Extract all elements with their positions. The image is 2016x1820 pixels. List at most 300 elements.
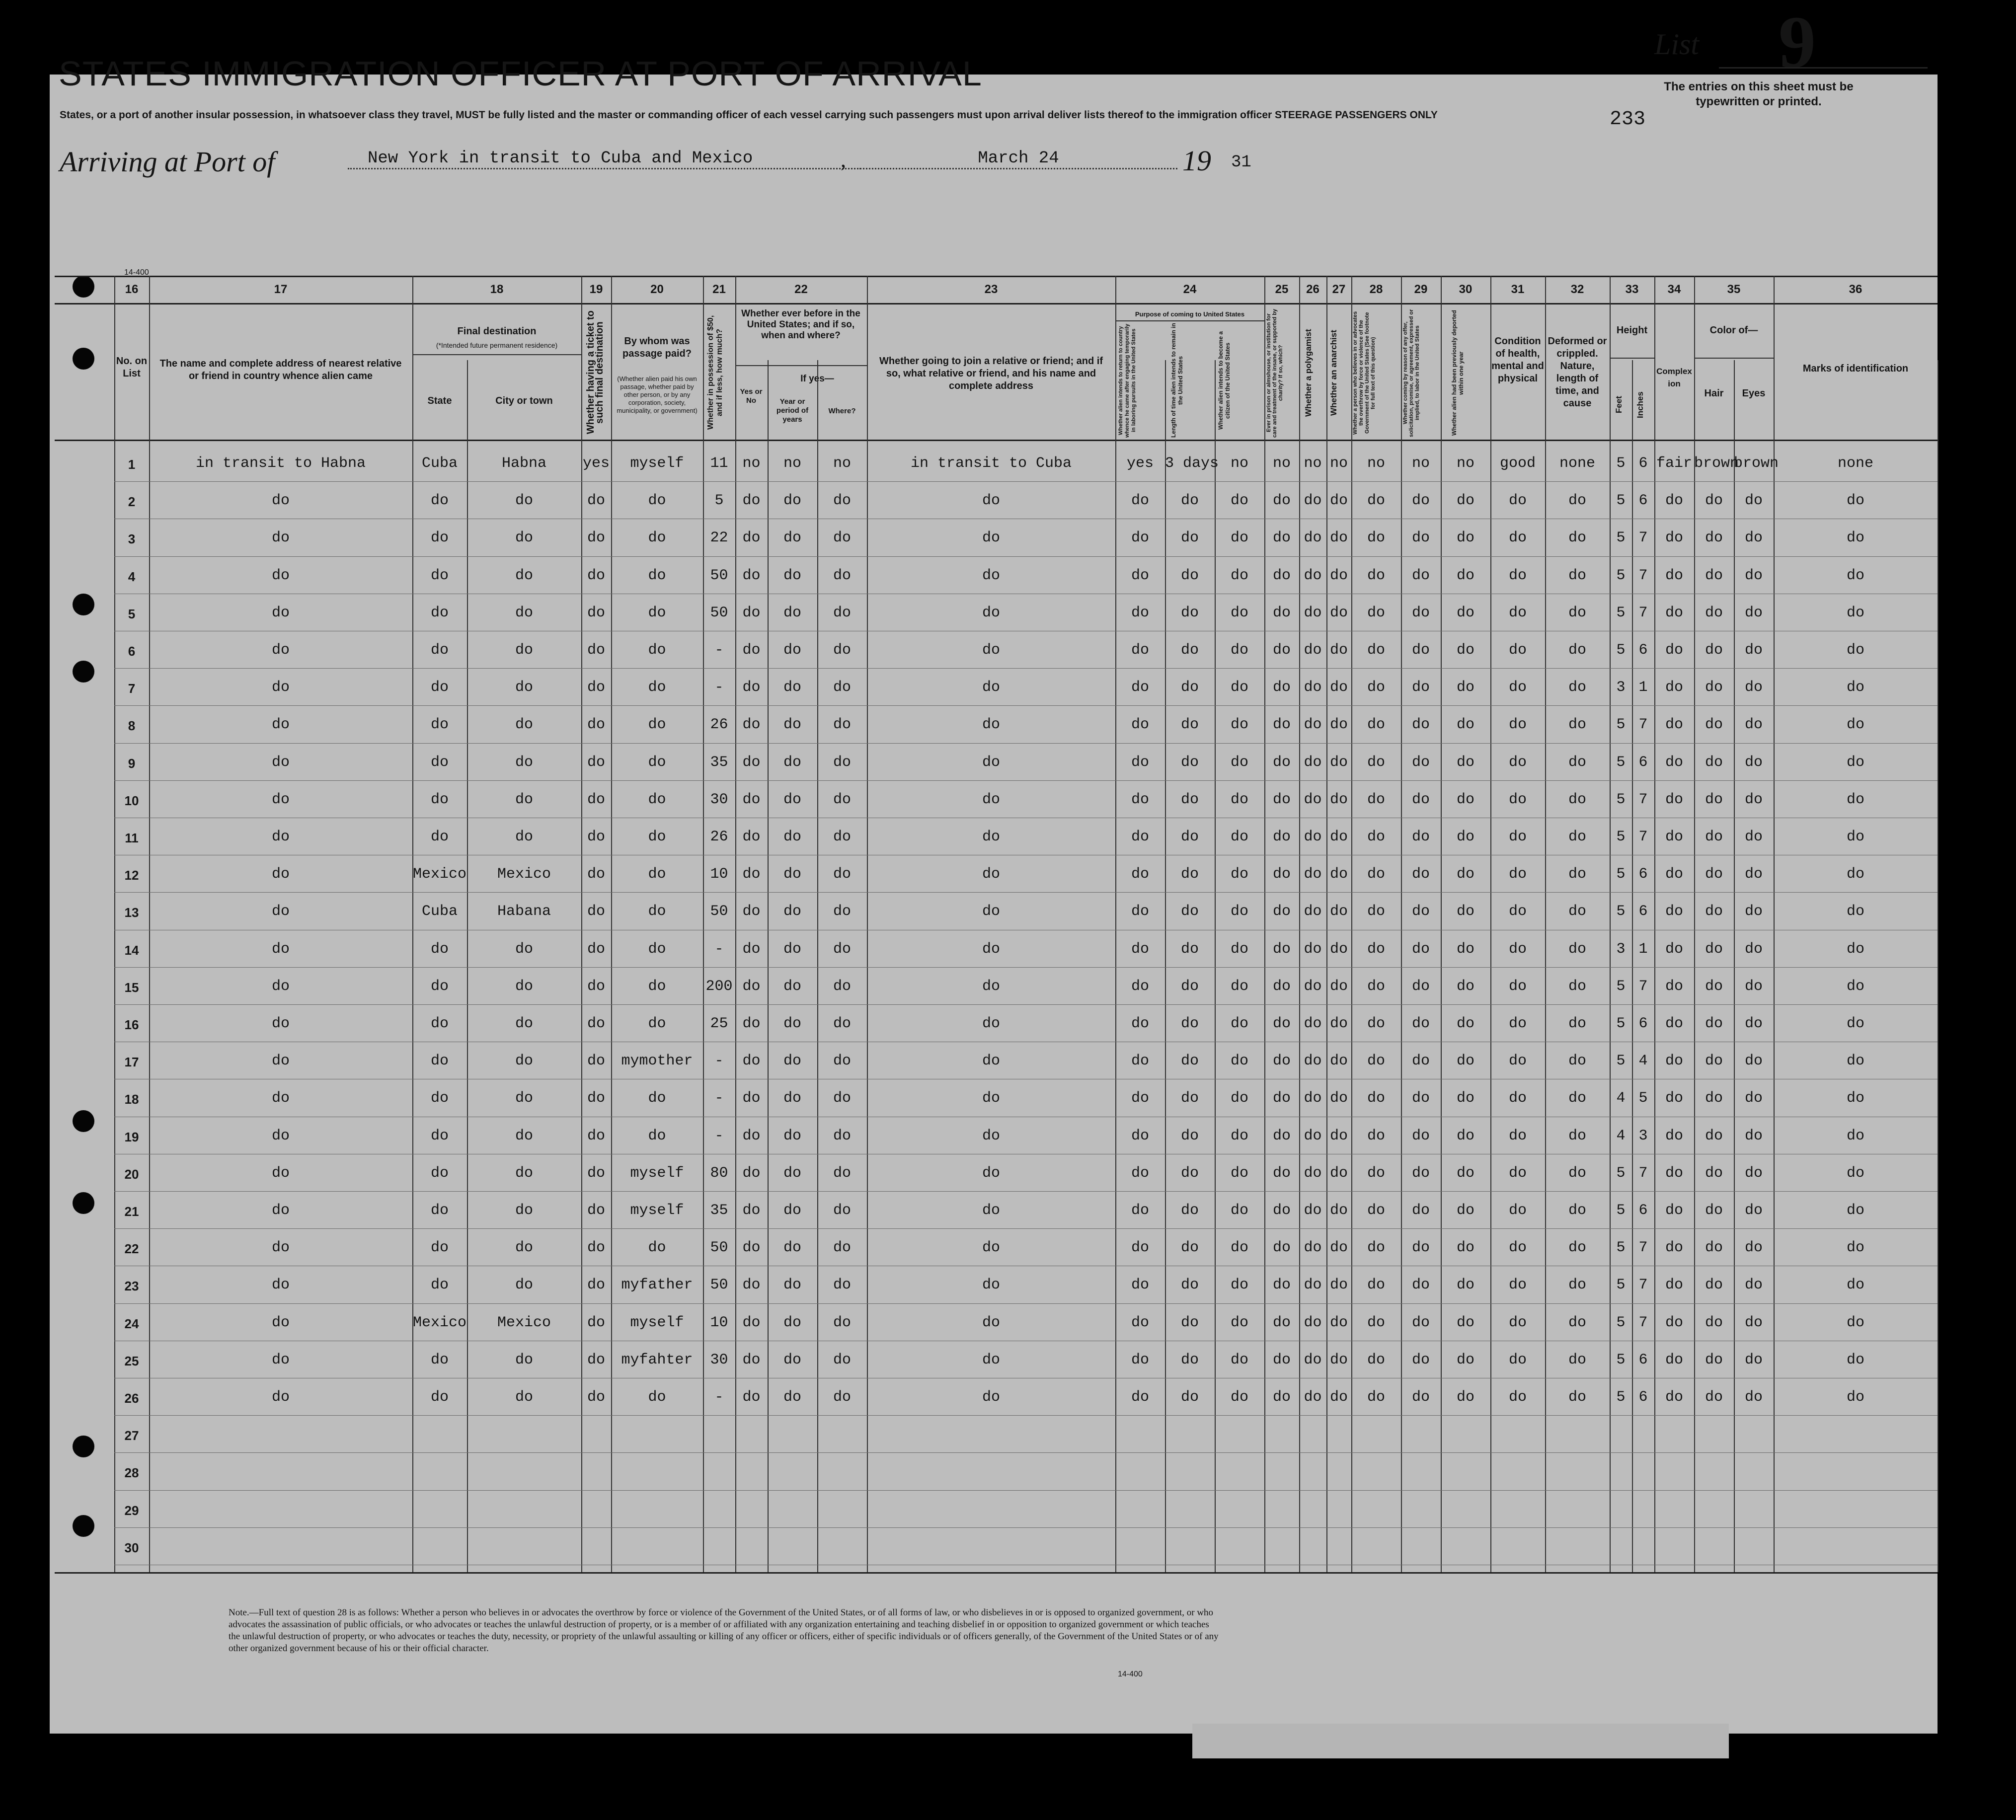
polygamist-cell: do bbox=[1304, 1015, 1322, 1032]
col-25-header: Ever in prison or almshouse, or institution for care and treatment of the insane, or supported by charity? If so, which? bbox=[1266, 308, 1284, 438]
intends-citizenship-cell: do bbox=[1230, 754, 1248, 771]
height-inches-cell: 1 bbox=[1638, 940, 1648, 958]
money-possessed-cell: 26 bbox=[710, 829, 728, 845]
relative-address-cell: do bbox=[271, 791, 290, 808]
labor-offer-cell: do bbox=[1411, 866, 1430, 883]
length-of-stay-cell: do bbox=[1180, 1053, 1199, 1070]
passage-paid-by-cell: myself bbox=[630, 455, 684, 472]
prison-almshouse-cell: do bbox=[1272, 1090, 1291, 1107]
labor-offer-cell: do bbox=[1411, 1053, 1430, 1070]
hair-color-cell: do bbox=[1705, 716, 1723, 734]
length-of-stay-cell: do bbox=[1180, 604, 1199, 621]
identification-marks-cell: do bbox=[1846, 567, 1864, 584]
where-in-us-cell: do bbox=[833, 866, 851, 883]
destination-state-cell: Mexico bbox=[412, 866, 467, 883]
relative-address-cell: do bbox=[271, 903, 290, 920]
col-32-header: Deformed or crippled. Nature, length of time, and cause bbox=[1548, 336, 1607, 409]
money-possessed-cell: 10 bbox=[710, 866, 728, 883]
has-ticket-cell: do bbox=[587, 642, 605, 659]
arrival-year-suffix: 31 bbox=[1231, 153, 1251, 172]
period-in-us-cell: do bbox=[783, 978, 801, 995]
hair-color-cell: do bbox=[1705, 754, 1723, 771]
anarchist-cell: do bbox=[1329, 903, 1348, 920]
health-condition-cell: do bbox=[1508, 679, 1527, 696]
where-in-us-cell: do bbox=[833, 1389, 851, 1406]
destination-city-cell: do bbox=[515, 1239, 533, 1257]
row-rule bbox=[114, 1228, 1938, 1229]
has-ticket-cell: do bbox=[587, 1277, 605, 1294]
eye-color-cell: do bbox=[1744, 791, 1763, 808]
length-of-stay-cell: do bbox=[1180, 978, 1199, 995]
height-inches-cell: 1 bbox=[1638, 679, 1648, 696]
labor-offer-cell: do bbox=[1411, 1389, 1430, 1406]
period-in-us-cell: do bbox=[783, 679, 801, 696]
height-inches-cell: 6 bbox=[1638, 903, 1648, 920]
identification-marks-cell: do bbox=[1846, 1090, 1864, 1107]
has-ticket-cell: do bbox=[587, 1127, 605, 1144]
col-21-header: Whether in possession of $50, and if less, how much? bbox=[706, 315, 724, 430]
eye-color-cell: do bbox=[1744, 1053, 1763, 1070]
joining-relative-cell: do bbox=[982, 754, 1000, 771]
identification-marks-cell: do bbox=[1846, 1239, 1864, 1257]
polygamist-cell: do bbox=[1304, 1090, 1322, 1107]
intends-return-cell: do bbox=[1131, 903, 1149, 920]
identification-marks-cell: do bbox=[1846, 903, 1864, 920]
polygamist-cell: do bbox=[1304, 642, 1322, 659]
where-in-us-cell: do bbox=[833, 1015, 851, 1032]
relative-address-cell: do bbox=[271, 754, 290, 771]
destination-state-cell: do bbox=[430, 754, 449, 771]
arrival-date: March 24 bbox=[859, 149, 1177, 169]
period-in-us-cell: do bbox=[783, 1015, 801, 1032]
passage-paid-by-cell: do bbox=[648, 1239, 666, 1257]
height-feet-cell: 5 bbox=[1616, 903, 1626, 920]
period-in-us-cell: do bbox=[783, 492, 801, 510]
passage-paid-by-cell: do bbox=[648, 1389, 666, 1406]
destination-state-cell: do bbox=[430, 978, 449, 995]
period-in-us-cell: do bbox=[783, 754, 801, 771]
where-in-us-cell: do bbox=[833, 1202, 851, 1219]
col-22-yesno-header: Yes or No bbox=[740, 387, 763, 405]
prison-almshouse-cell: do bbox=[1272, 1164, 1291, 1182]
deformed-crippled-cell: do bbox=[1568, 1239, 1586, 1257]
complexion-cell: do bbox=[1665, 829, 1683, 845]
previously-deported-cell: do bbox=[1456, 1239, 1474, 1257]
deformed-crippled-cell: do bbox=[1568, 940, 1586, 958]
row-number: 3 bbox=[128, 531, 136, 547]
row-rule bbox=[114, 1452, 1938, 1453]
col-35-eyes-header: Eyes bbox=[1742, 388, 1766, 399]
height-inches-cell: 4 bbox=[1638, 1053, 1648, 1070]
deformed-crippled-cell: do bbox=[1568, 866, 1586, 883]
length-of-stay-cell: do bbox=[1180, 1239, 1199, 1257]
form-code: 14-400 bbox=[124, 268, 149, 277]
polygamist-cell: do bbox=[1304, 567, 1322, 584]
joining-relative-cell: do bbox=[982, 978, 1000, 995]
joining-relative-cell: do bbox=[982, 679, 1000, 696]
previously-deported-cell: do bbox=[1456, 866, 1474, 883]
overthrow-advocate-cell: no bbox=[1367, 455, 1385, 472]
height-inches-cell: 6 bbox=[1638, 455, 1648, 472]
prison-almshouse-cell: do bbox=[1272, 1053, 1291, 1070]
identification-marks-cell: do bbox=[1846, 940, 1864, 958]
previously-in-us-cell: do bbox=[742, 903, 761, 920]
previously-deported-cell: do bbox=[1456, 1277, 1474, 1294]
page-title: STATES IMMIGRATION OFFICER AT PORT OF ARRIVAL bbox=[59, 54, 982, 93]
intends-citizenship-cell: do bbox=[1230, 866, 1248, 883]
previously-deported-cell: do bbox=[1456, 1314, 1474, 1331]
passage-paid-by-cell: myfather bbox=[621, 1277, 693, 1294]
relative-address-cell: do bbox=[271, 1053, 290, 1070]
col-22-number: 22 bbox=[794, 283, 808, 296]
identification-marks-cell: do bbox=[1846, 1277, 1864, 1294]
identification-marks-cell: do bbox=[1846, 791, 1864, 808]
destination-city-cell: do bbox=[515, 679, 533, 696]
col-35-hair-header: Hair bbox=[1704, 388, 1724, 399]
deformed-crippled-cell: do bbox=[1568, 492, 1586, 510]
col-20-number: 20 bbox=[650, 283, 664, 296]
col-36-header: Marks of identification bbox=[1802, 363, 1909, 374]
height-feet-cell: 5 bbox=[1616, 530, 1626, 547]
previously-deported-cell: do bbox=[1456, 1090, 1474, 1107]
has-ticket-cell: do bbox=[587, 1090, 605, 1107]
labor-offer-cell: do bbox=[1411, 642, 1430, 659]
overthrow-advocate-cell: do bbox=[1367, 1090, 1385, 1107]
has-ticket-cell: do bbox=[587, 1053, 605, 1070]
height-feet-cell: 5 bbox=[1616, 1164, 1626, 1182]
complexion-cell: do bbox=[1665, 679, 1683, 696]
period-in-us-cell: do bbox=[783, 903, 801, 920]
list-number: 9 bbox=[1779, 1, 1816, 83]
polygamist-cell: do bbox=[1304, 530, 1322, 547]
deformed-crippled-cell: do bbox=[1568, 642, 1586, 659]
anarchist-cell: do bbox=[1329, 866, 1348, 883]
polygamist-cell: do bbox=[1304, 1351, 1322, 1368]
anarchist-cell: do bbox=[1329, 604, 1348, 621]
row-number: 24 bbox=[124, 1316, 139, 1331]
destination-city-cell: do bbox=[515, 791, 533, 808]
intends-return-cell: do bbox=[1131, 1351, 1149, 1368]
labor-offer-cell: do bbox=[1411, 1164, 1430, 1182]
length-of-stay-cell: do bbox=[1180, 1277, 1199, 1294]
where-in-us-cell: do bbox=[833, 1164, 851, 1182]
where-in-us-cell: do bbox=[833, 754, 851, 771]
period-in-us-cell: do bbox=[783, 791, 801, 808]
height-feet-cell: 4 bbox=[1616, 1127, 1626, 1144]
relative-address-cell: do bbox=[271, 829, 290, 845]
row-rule bbox=[114, 1490, 1938, 1491]
money-possessed-cell: 35 bbox=[710, 1202, 728, 1219]
row-number: 16 bbox=[124, 1017, 139, 1032]
destination-state-cell: do bbox=[430, 1277, 449, 1294]
complexion-cell: do bbox=[1665, 1389, 1683, 1406]
prison-almshouse-cell: do bbox=[1272, 940, 1291, 958]
eye-color-cell: do bbox=[1744, 978, 1763, 995]
prison-almshouse-cell: do bbox=[1272, 642, 1291, 659]
eye-color-cell: do bbox=[1744, 866, 1763, 883]
intends-return-cell: do bbox=[1131, 716, 1149, 734]
joining-relative-cell: in transit to Cuba bbox=[910, 455, 1072, 472]
height-feet-cell: 5 bbox=[1616, 791, 1626, 808]
list-underline bbox=[1719, 67, 1928, 69]
arrival-year-prefix: 19 bbox=[1182, 145, 1211, 177]
relative-address-cell: do bbox=[271, 978, 290, 995]
where-in-us-cell: do bbox=[833, 604, 851, 621]
prison-almshouse-cell: do bbox=[1272, 567, 1291, 584]
health-condition-cell: do bbox=[1508, 978, 1527, 995]
prison-almshouse-cell: do bbox=[1272, 679, 1291, 696]
complexion-cell: do bbox=[1665, 866, 1683, 883]
has-ticket-cell: do bbox=[587, 903, 605, 920]
intends-return-cell: do bbox=[1131, 940, 1149, 958]
anarchist-cell: do bbox=[1329, 978, 1348, 995]
polygamist-cell: do bbox=[1304, 1314, 1322, 1331]
footnote-form-code: 14-400 bbox=[1118, 1670, 1143, 1678]
row-rule bbox=[114, 780, 1938, 781]
length-of-stay-cell: do bbox=[1180, 940, 1199, 958]
prison-almshouse-cell: do bbox=[1272, 866, 1291, 883]
intends-return-cell: do bbox=[1131, 1127, 1149, 1144]
period-in-us-cell: do bbox=[783, 866, 801, 883]
joining-relative-cell: do bbox=[982, 1202, 1000, 1219]
where-in-us-cell: do bbox=[833, 1277, 851, 1294]
intends-citizenship-cell: do bbox=[1230, 530, 1248, 547]
height-feet-cell: 5 bbox=[1616, 1239, 1626, 1257]
previously-deported-cell: do bbox=[1456, 1127, 1474, 1144]
overthrow-advocate-cell: do bbox=[1367, 642, 1385, 659]
passage-paid-by-cell: do bbox=[648, 716, 666, 734]
previously-deported-cell: do bbox=[1456, 567, 1474, 584]
height-feet-cell: 5 bbox=[1616, 1351, 1626, 1368]
identification-marks-cell: do bbox=[1846, 829, 1864, 845]
previously-in-us-cell: do bbox=[742, 1351, 761, 1368]
joining-relative-cell: do bbox=[982, 1389, 1000, 1406]
identification-marks-cell: do bbox=[1846, 1015, 1864, 1032]
previously-deported-cell: no bbox=[1456, 455, 1474, 472]
where-in-us-cell: do bbox=[833, 1090, 851, 1107]
height-feet-cell: 5 bbox=[1616, 1202, 1626, 1219]
where-in-us-cell: do bbox=[833, 940, 851, 958]
destination-state-cell: do bbox=[430, 1164, 449, 1182]
hair-color-cell: do bbox=[1705, 978, 1723, 995]
prison-almshouse-cell: no bbox=[1272, 455, 1291, 472]
length-of-stay-cell: do bbox=[1180, 1314, 1199, 1331]
col-17-header: The name and complete address of nearest relative or friend in country whence alien came bbox=[159, 358, 402, 381]
col-16-number: 16 bbox=[125, 283, 139, 296]
joining-relative-cell: do bbox=[982, 716, 1000, 734]
joining-relative-cell: do bbox=[982, 567, 1000, 584]
has-ticket-cell: do bbox=[587, 978, 605, 995]
height-inches-cell: 6 bbox=[1638, 1351, 1648, 1368]
deformed-crippled-cell: do bbox=[1568, 791, 1586, 808]
height-feet-cell: 5 bbox=[1616, 492, 1626, 510]
destination-state-cell: do bbox=[430, 1351, 449, 1368]
length-of-stay-cell: do bbox=[1180, 1127, 1199, 1144]
height-feet-cell: 5 bbox=[1616, 716, 1626, 734]
period-in-us-cell: do bbox=[783, 1127, 801, 1144]
height-inches-cell: 3 bbox=[1638, 1127, 1648, 1144]
where-in-us-cell: do bbox=[833, 1127, 851, 1144]
identification-marks-cell: do bbox=[1846, 1053, 1864, 1070]
labor-offer-cell: do bbox=[1411, 1351, 1430, 1368]
page-number: 233 bbox=[1610, 108, 1646, 131]
period-in-us-cell: do bbox=[783, 1277, 801, 1294]
previously-deported-cell: do bbox=[1456, 791, 1474, 808]
col-25-number: 25 bbox=[1275, 283, 1289, 296]
intends-citizenship-cell: do bbox=[1230, 1164, 1248, 1182]
col-24-sub2-header: Length of time alien intends to remain in the United States bbox=[1170, 323, 1184, 438]
length-of-stay-cell: do bbox=[1180, 679, 1199, 696]
overthrow-advocate-cell: do bbox=[1367, 978, 1385, 995]
col-32-number: 32 bbox=[1570, 283, 1584, 296]
destination-state-cell: do bbox=[430, 1127, 449, 1144]
labor-offer-cell: do bbox=[1411, 1090, 1430, 1107]
col-31-number: 31 bbox=[1511, 283, 1525, 296]
complexion-cell: do bbox=[1665, 642, 1683, 659]
health-condition-cell: do bbox=[1508, 1053, 1527, 1070]
money-possessed-cell: - bbox=[714, 642, 724, 659]
relative-address-cell: do bbox=[271, 1314, 290, 1331]
manifest-table bbox=[55, 276, 1938, 1572]
money-possessed-cell: 25 bbox=[710, 1015, 728, 1032]
passage-paid-by-cell: myself bbox=[630, 1202, 684, 1219]
hair-color-cell: do bbox=[1705, 567, 1723, 584]
entries-note: The entries on this sheet must be typewritten or printed. bbox=[1664, 80, 1854, 108]
overthrow-advocate-cell: do bbox=[1367, 1164, 1385, 1182]
labor-offer-cell: do bbox=[1411, 1202, 1430, 1219]
labor-offer-cell: do bbox=[1411, 567, 1430, 584]
page-subtitle: States, or a port of another insular possession, in whatsoever class they travel, MUST be fully listed and the master or commanding officer of each vessel carrying such passengers must upon arrival deliver lists thereof to the immigration officer STEERAGE PASSENGERS ONLY bbox=[60, 109, 1438, 121]
overthrow-advocate-cell: do bbox=[1367, 1053, 1385, 1070]
destination-state-cell: do bbox=[430, 492, 449, 510]
joining-relative-cell: do bbox=[982, 940, 1000, 958]
sheet-edge bbox=[1192, 1724, 1729, 1758]
destination-city-cell: do bbox=[515, 530, 533, 547]
money-possessed-cell: 26 bbox=[710, 716, 728, 734]
anarchist-cell: do bbox=[1329, 716, 1348, 734]
polygamist-cell: do bbox=[1304, 679, 1322, 696]
passage-paid-by-cell: do bbox=[648, 1090, 666, 1107]
deformed-crippled-cell: do bbox=[1568, 829, 1586, 845]
health-condition-cell: do bbox=[1508, 1164, 1527, 1182]
height-feet-cell: 5 bbox=[1616, 455, 1626, 472]
health-condition-cell: do bbox=[1508, 1277, 1527, 1294]
period-in-us-cell: do bbox=[783, 1239, 801, 1257]
hair-color-cell: do bbox=[1705, 1239, 1723, 1257]
col-24-divider bbox=[1115, 320, 1264, 321]
anarchist-cell: do bbox=[1329, 679, 1348, 696]
hair-color-cell: do bbox=[1705, 940, 1723, 958]
col-22-where-header: Where? bbox=[828, 407, 856, 415]
anarchist-cell: do bbox=[1329, 1389, 1348, 1406]
intends-citizenship-cell: do bbox=[1230, 1127, 1248, 1144]
anarchist-cell: do bbox=[1329, 1127, 1348, 1144]
hair-color-cell: do bbox=[1705, 791, 1723, 808]
complexion-cell: do bbox=[1665, 1202, 1683, 1219]
labor-offer-cell: do bbox=[1411, 679, 1430, 696]
prison-almshouse-cell: do bbox=[1272, 978, 1291, 995]
row-number: 15 bbox=[124, 980, 139, 995]
height-inches-cell: 6 bbox=[1638, 492, 1648, 510]
health-condition-cell: do bbox=[1508, 492, 1527, 510]
relative-address-cell: do bbox=[271, 604, 290, 621]
health-condition-cell: do bbox=[1508, 1127, 1527, 1144]
length-of-stay-cell: do bbox=[1180, 716, 1199, 734]
health-condition-cell: do bbox=[1508, 716, 1527, 734]
height-inches-cell: 7 bbox=[1638, 530, 1648, 547]
deformed-crippled-cell: do bbox=[1568, 604, 1586, 621]
col-17-number: 17 bbox=[274, 283, 288, 296]
labor-offer-cell: do bbox=[1411, 940, 1430, 958]
money-possessed-cell: 50 bbox=[710, 1239, 728, 1257]
previously-in-us-cell: do bbox=[742, 1053, 761, 1070]
complexion-cell: do bbox=[1665, 604, 1683, 621]
col-34-number: 34 bbox=[1667, 283, 1681, 296]
joining-relative-cell: do bbox=[982, 1015, 1000, 1032]
anarchist-cell: do bbox=[1329, 791, 1348, 808]
intends-return-cell: do bbox=[1131, 978, 1149, 995]
eye-color-cell: do bbox=[1744, 604, 1763, 621]
destination-state-cell: do bbox=[430, 604, 449, 621]
where-in-us-cell: do bbox=[833, 829, 851, 845]
overthrow-advocate-cell: do bbox=[1367, 940, 1385, 958]
deformed-crippled-cell: do bbox=[1568, 530, 1586, 547]
complexion-cell: do bbox=[1665, 567, 1683, 584]
relative-address-cell: do bbox=[271, 1164, 290, 1182]
row-number: 29 bbox=[124, 1503, 139, 1518]
destination-city-cell: do bbox=[515, 1389, 533, 1406]
money-possessed-cell: 50 bbox=[710, 604, 728, 621]
polygamist-cell: do bbox=[1304, 1127, 1322, 1144]
col-20-subheader: (Whether alien paid his own passage, whether paid by other person, or by any corporation, society, municipality, or government) bbox=[617, 375, 698, 414]
prison-almshouse-cell: do bbox=[1272, 1127, 1291, 1144]
previously-deported-cell: do bbox=[1456, 754, 1474, 771]
intends-citizenship-cell: no bbox=[1230, 455, 1248, 472]
anarchist-cell: do bbox=[1329, 940, 1348, 958]
destination-state-cell: do bbox=[430, 530, 449, 547]
col-16-header: No. on List bbox=[116, 356, 148, 379]
intends-return-cell: do bbox=[1131, 866, 1149, 883]
anarchist-cell: do bbox=[1329, 1351, 1348, 1368]
identification-marks-cell: do bbox=[1846, 866, 1864, 883]
previously-deported-cell: do bbox=[1456, 1053, 1474, 1070]
period-in-us-cell: do bbox=[783, 1053, 801, 1070]
height-inches-cell: 7 bbox=[1638, 978, 1648, 995]
complexion-cell: do bbox=[1665, 1239, 1683, 1257]
health-condition-cell: do bbox=[1508, 642, 1527, 659]
eye-color-cell: do bbox=[1744, 1314, 1763, 1331]
polygamist-cell: do bbox=[1304, 604, 1322, 621]
height-inches-cell: 6 bbox=[1638, 1389, 1648, 1406]
length-of-stay-cell: do bbox=[1180, 1202, 1199, 1219]
relative-address-cell: do bbox=[271, 716, 290, 734]
period-in-us-cell: do bbox=[783, 1351, 801, 1368]
height-feet-cell: 5 bbox=[1616, 829, 1626, 845]
prison-almshouse-cell: do bbox=[1272, 1202, 1291, 1219]
intends-return-cell: do bbox=[1131, 829, 1149, 845]
health-condition-cell: do bbox=[1508, 1202, 1527, 1219]
passage-paid-by-cell: do bbox=[648, 754, 666, 771]
labor-offer-cell: do bbox=[1411, 492, 1430, 510]
row-rule bbox=[114, 556, 1938, 557]
row-number: 4 bbox=[128, 569, 136, 584]
row-rule bbox=[114, 668, 1938, 669]
polygamist-cell: do bbox=[1304, 866, 1322, 883]
destination-city-cell: do bbox=[515, 829, 533, 845]
length-of-stay-cell: do bbox=[1180, 829, 1199, 845]
has-ticket-cell: yes bbox=[582, 455, 610, 472]
footnote: Note.—Full text of question 28 is as follows: Whether a person who believes in or advocates the overthrow by force or violence of the Government of the United States, or of all forms of law, or who disbelieves in or is opposed to organized government, or who advocates the assassination of public officials, or who advocates or teaches the unlawful destruction of property, or is a member of or affiliated with any organization entertaining and teaching disbelief in or opposition to organized government or which teaches the unlawful destruction of property, or who advocates or teaches the duty, necessity, or propriety of the unlawful assaulting or killing of any officer or officers, either of specific individuals or of officers generally, of the Government of the United States or of any other organized government because of his or their official character. bbox=[229, 1607, 1219, 1654]
